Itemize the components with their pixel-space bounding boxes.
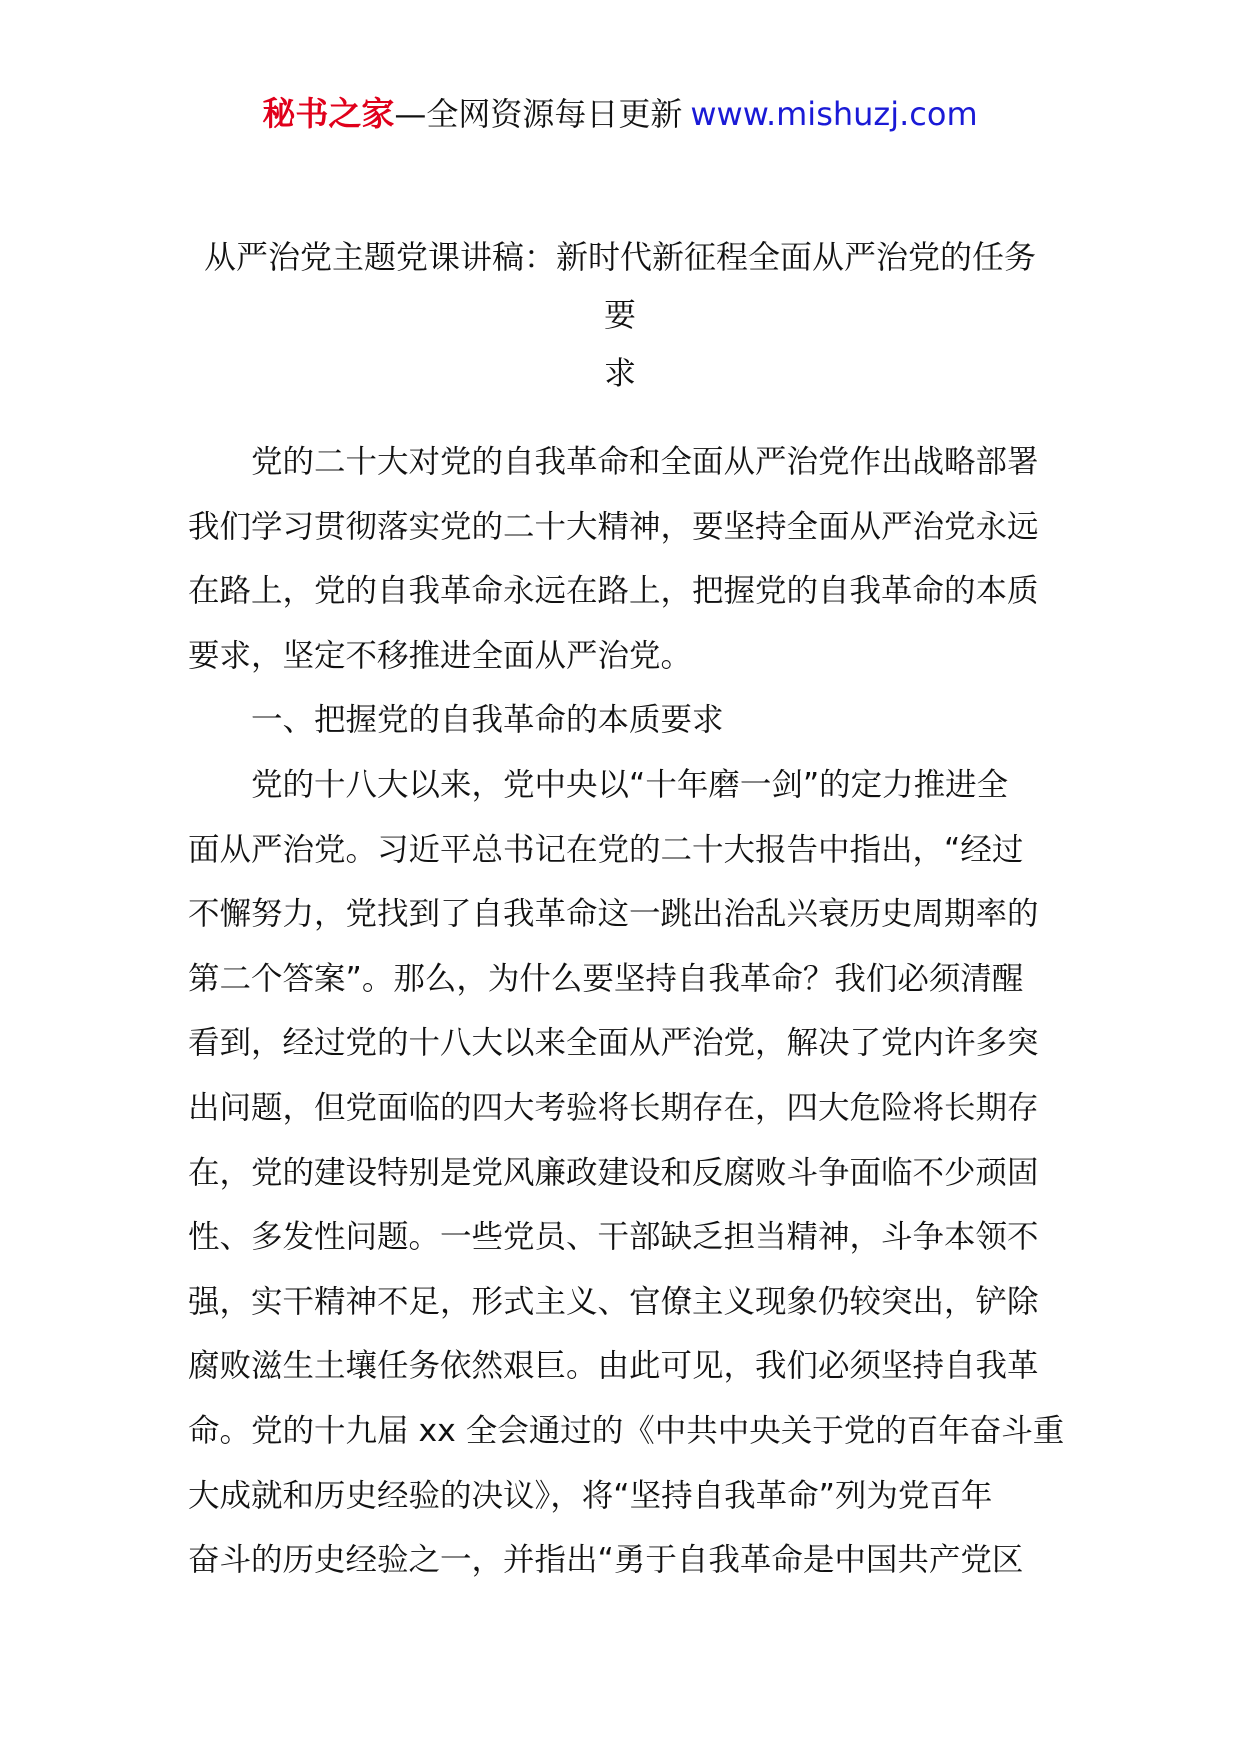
paragraph-line: 不懈努力，党找到了自我革命这一跳出治乱兴衰历史周期率的 — [188, 896, 1039, 933]
document-body — [188, 430, 1065, 1593]
paragraph-line: 奋斗的历史经验之一，并指出“勇于自我革命是中国共产党区 — [188, 1542, 1024, 1579]
header-tagline: —全网资源每日更新 — [394, 95, 683, 133]
paragraph-line: 面从严治党。习近平总书记在党的二十大报告中指出，“经过 — [188, 831, 1024, 868]
title-line: 求 — [603, 354, 636, 392]
paragraph-line: 我们学习贯彻落实党的二十大精神，要坚持全面从严治党永远 — [188, 508, 1039, 545]
brand-name: 秘书之家 — [262, 94, 395, 133]
paragraph-line: 第二个答案”。那么，为什么要坚持自我革命？我们必须清醒 — [188, 960, 1024, 997]
section-heading: 一、把握党的自我革命的本质要求 — [251, 702, 724, 739]
paragraph-line: 要求，坚定不移推进全面从严治党。 — [188, 637, 693, 674]
paragraph-line: 看到，经过党的十八大以来全面从严治党，解决了党内许多突 — [188, 1025, 1039, 1062]
paragraph-line: 在，党的建设特别是党风廉政建设和反腐败斗争面临不少顽固 — [188, 1154, 1039, 1191]
paragraph-line: 在路上，党的自我革命永远在路上，把握党的自我革命的本质 — [188, 573, 1039, 610]
site-header — [0, 90, 1240, 138]
document-title — [190, 228, 1050, 402]
paragraph-line: 腐败滋生土壤任务依然艰巨。由此可见，我们必须坚持自我革 — [188, 1348, 1039, 1385]
paragraph-line: 党的二十大对党的自我革命和全面从严治党作出战略部署 — [251, 444, 1039, 480]
paragraph-line: 强，实干精神不足，形式主义、官僚主义现象仍较突出，铲除 — [188, 1283, 1039, 1320]
site-url-link[interactable]: www.mishuzj.com — [690, 95, 978, 133]
paragraph-line: 出问题，但党面临的四大考验将长期存在，四大危险将长期存 — [188, 1089, 1039, 1126]
paragraph-line: 命。党的十九届 xx 全会通过的《中共中央关于党的百年奋斗重 — [188, 1412, 1065, 1449]
paragraph-line: 性、多发性问题。一些党员、干部缺乏担当精神，斗争本领不 — [188, 1219, 1039, 1256]
title-line: 从严治党主题党课讲稿：新时代新征程全面从严治党的任务要 — [203, 238, 1036, 334]
paragraph-line: 大成就和历史经验的决议》，将“坚持自我革命”列为党百年 — [188, 1477, 993, 1514]
paragraph-line: 党的十八大以来，党中央以“十年磨一剑”的定力推进全 — [251, 766, 1009, 803]
